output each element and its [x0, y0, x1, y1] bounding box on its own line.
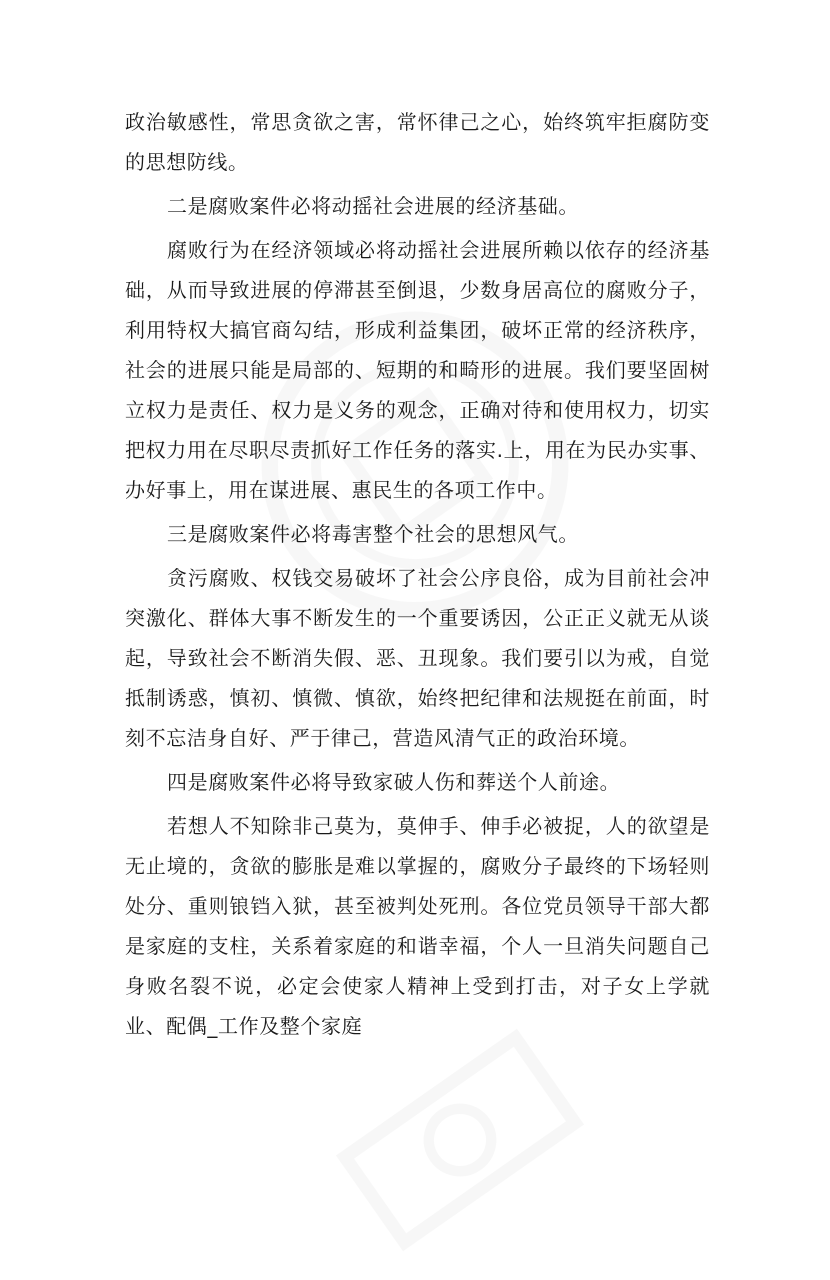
paragraph-society: 贪污腐败、权钱交易破坏了社会公序良俗，成为目前社会冲突激化、群体大事不断发生的一个重要诱因，公正正义就无从谈起，导致社会不断消失假、恶、丑现象。我们要引以为戒，自觉抵制诱惑，慎初、慎微、慎欲，始终把纪律和法规挺在前面，时刻不忘洁身自好、严于律己，营造风清气正的政治环境。 [125, 566, 710, 750]
paragraph-family: 若想人不知除非己莫为，莫伸手、伸手必被捉，人的欲望是无止境的，贪欲的膨胀是难以掌握的，腐败分子最终的下场轻则处分、重则锒铛入狱，甚至被判处死刑。各位党员领导干部大都是家庭的支柱，关系着家庭的和谐幸福，个人一旦消失问题自己身败名裂不说，必定会使家人精神上受到打击，对子女上学就业、配偶_工作及整个家庭 [125, 814, 710, 1038]
section-heading-2: 二是腐败案件必将动摇社会进展的经济基础。 [167, 194, 579, 218]
section-heading-4: 四是腐败案件必将导致家破人伤和葬送个人前途。 [167, 770, 621, 794]
paragraph-economy: 腐败行为在经济领域必将动摇社会进展所赖以依存的经济基础，从而导致进展的停滞甚至倒退，少数身居高位的腐败分子，利用特权大搞官商勾结，形成利益集团，破坏正常的经济秩序，社会的进展只能是局部的、短期的和畸形的进展。我们要坚固树立权力是责任、权力是义务的观念，正确对待和使用权力，切实把权力用在尽职尽责抓好工作任务的落实.上，用在为民办实事、办好事上，用在谋进展、惠民生的各项工作中。 [125, 238, 710, 502]
document-body [125, 102, 710, 1050]
section-heading-3: 三是腐败案件必将毒害整个社会的思想风气。 [167, 522, 579, 546]
paragraph-continuation: 政治敏感性，常思贪欲之害，常怀律己之心，始终筑牢拒腐防变的思想防线。 [125, 110, 710, 174]
